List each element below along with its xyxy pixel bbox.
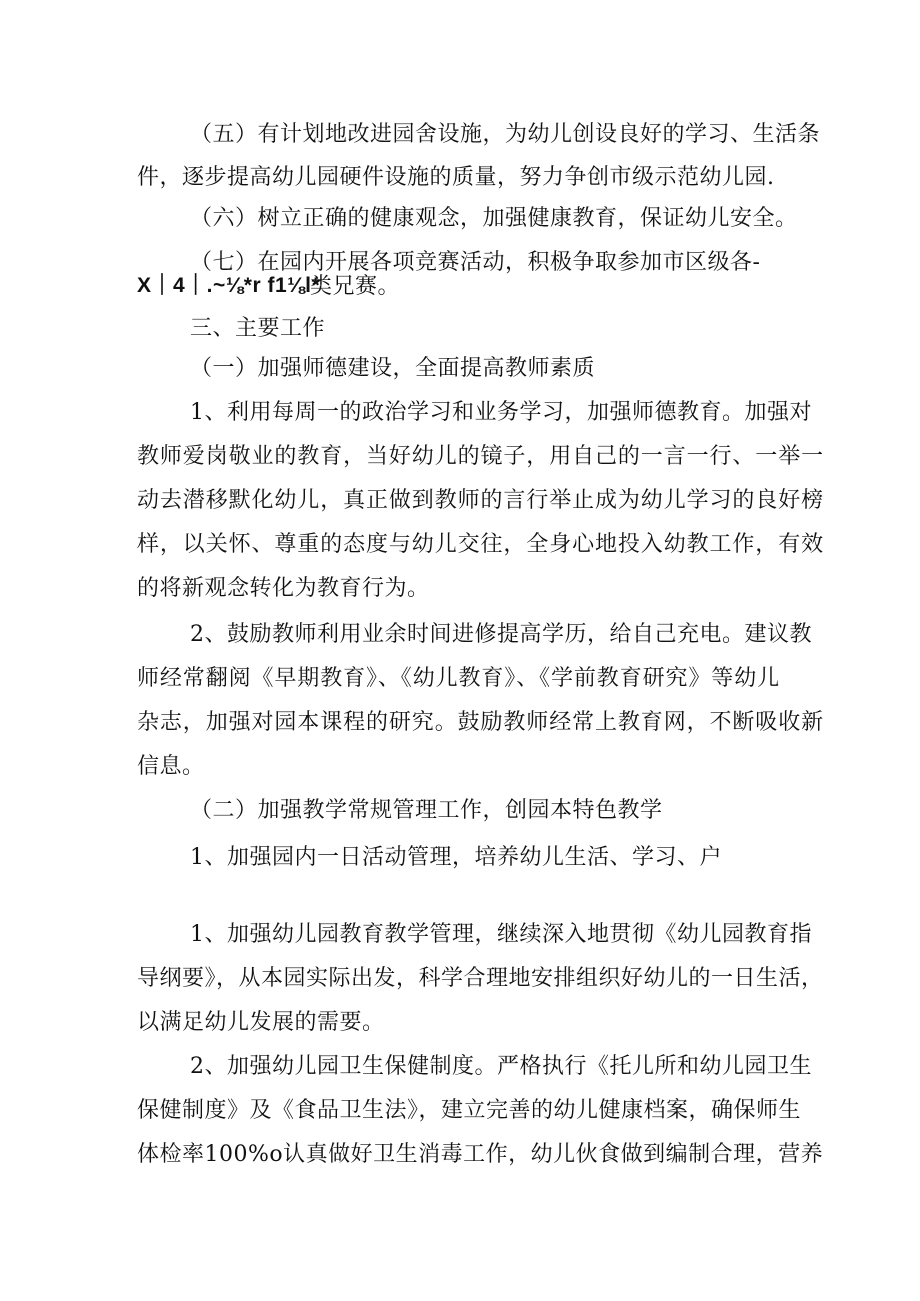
paragraph-line: （五）有计划地改进园舍设施，为幼儿创设良好的学习、生活条 [190,122,821,147]
paragraph-line: 动去潜移默化幼儿，真正做到教师的言行举止成为幼儿学习的良好榜 [137,488,825,513]
paragraph-line: 导纲要》，从本园实际出发，科学合理地安排组织好幼儿的一日生活， [137,966,824,991]
paragraph-line: 师经常翻阅《早期教育》、《幼儿教育》、《学前教育研究》等幼儿 [137,666,781,691]
garbled-text: X｜4｜.~⅛*r f1⅛l* [137,274,321,297]
paragraph-line: （七）在园内开展各项竞赛活动，积极争取参加市区级各- [190,250,761,275]
paragraph-line: （六）树立正确的健康观念，加强健康教育，保证幼儿安全。 [190,206,798,231]
paragraph-line: 件，逐步提高幼儿园硬件设施的质量，努力争创市级示范幼儿园. [137,165,775,190]
paragraph-line: 杂志，加强对园本课程的研究。鼓励教师经常上教育网，不断吸收新 [137,710,825,735]
subsection-heading: （一）加强师德建设，全面提高教师素质 [190,356,596,381]
paragraph-line: 的将新观念转化为教育行为。 [137,576,430,601]
paragraph-line: 2、鼓励教师利用业余时间进修提高学历，给自己充电。建议教 [190,622,812,647]
paragraph-line: 教师爱岗敬业的教育，当好幼儿的镜子，用自己的一言一行、一举一 [137,444,825,469]
paragraph-line: 体检率100%o认真做好卫生消毒工作，幼儿伙食做到编制合理，营养 [137,1142,824,1167]
paragraph-line: 以满足幼儿发展的需要。 [137,1010,385,1035]
paragraph-line: 样，以关怀、尊重的态度与幼儿交往，全身心地投入幼教工作，有效 [137,532,825,557]
paragraph-line: 保健制度》及《食品卫生法》，建立完善的幼儿健康档案，确保师生 [137,1098,802,1123]
paragraph-line: 2、加强幼儿园卫生保健制度。严格执行《托儿所和幼儿园卫生 [190,1054,812,1079]
subsection-heading: （二）加强教学常规管理工作，创园本特色教学 [190,798,663,823]
paragraph-line: 1、加强园内一日活动管理，培养幼儿生活、学习、户 [190,845,722,870]
paragraph-line: 1、利用每周一的政治学习和业务学习，加强师德教育。加强对 [190,400,812,425]
paragraph-line: 类兄赛。 [310,274,401,299]
section-heading: 三、主要工作 [190,316,326,341]
paragraph-line: 信息。 [137,754,205,779]
paragraph-line: 1、加强幼儿园教育教学管理，继续深入地贯彻《幼儿园教育指 [190,922,812,947]
